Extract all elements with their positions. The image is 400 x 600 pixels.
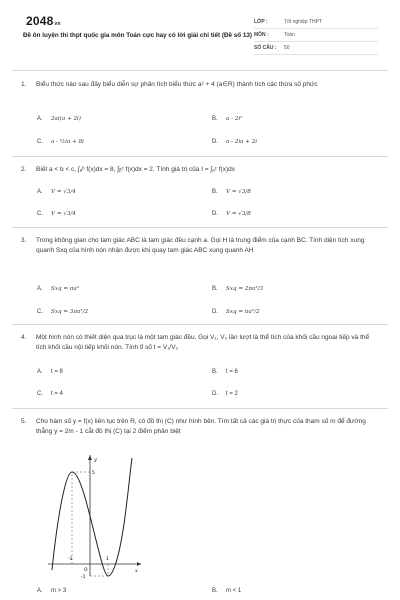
option-d[interactable]: [212, 309, 260, 315]
option-letter: D.: [212, 139, 218, 145]
option-text: Sxq = πa²: [51, 286, 80, 292]
meta-key: LỚP :: [254, 19, 268, 25]
y-tick-label: 5: [92, 471, 95, 476]
option-text: a - 2ia + 2i: [226, 139, 258, 145]
option-a[interactable]: [37, 189, 76, 195]
option-letter: B.: [212, 588, 218, 594]
meta-class: [254, 17, 378, 29]
option-text: t = 2: [226, 391, 238, 397]
question-2: [21, 165, 383, 177]
meta-key: SỐ CÂU :: [254, 45, 277, 51]
option-text: a - 2i²: [226, 116, 243, 122]
divider: [12, 70, 388, 71]
question-4: [21, 333, 383, 353]
option-letter: C.: [37, 139, 43, 145]
option-letter: A.: [37, 286, 43, 292]
y-axis-arrow: [88, 455, 92, 460]
meta-subject: [254, 30, 378, 42]
option-letter: D.: [212, 211, 218, 217]
option-letter: D.: [212, 391, 218, 397]
option-letter: B.: [212, 369, 218, 375]
question-number: 2.: [21, 166, 27, 173]
meta-value: Tốt nghiệp THPT: [284, 19, 322, 25]
divider: [12, 324, 388, 325]
option-letter: C.: [37, 211, 43, 217]
option-text: V = √3/4: [51, 211, 76, 217]
option-text: 2ai(a + 2i): [51, 116, 81, 122]
option-text: Sxq = 3πa²/2: [51, 309, 89, 315]
option-b[interactable]: [212, 116, 242, 122]
origin-label: O: [84, 568, 88, 573]
option-text: m < 1: [226, 588, 242, 594]
option-letter: A.: [37, 588, 43, 594]
divider: [12, 227, 388, 228]
question-stem: Trong không gian cho tam giác ABC là tam giác đều cạnh a. Gọi H là trung điểm của cạnh BC. Tính diện tích xung quanh Sxq của hình nón nhận được khi quay tam giác ABC xung quanh AH: [36, 237, 365, 254]
question-number: 1.: [21, 81, 27, 88]
option-c[interactable]: [37, 211, 76, 217]
y-tick-label: -1: [81, 575, 86, 578]
logo-text: 2048: [26, 14, 54, 28]
option-a[interactable]: [37, 286, 79, 292]
x-axis-label: x: [135, 568, 138, 574]
y-axis-label: y: [94, 457, 97, 463]
option-text: V = √3/8: [226, 211, 251, 217]
logo-suffix: vn: [54, 21, 61, 27]
meta-key: MÔN :: [254, 32, 269, 38]
option-letter: A.: [37, 116, 43, 122]
x-tick-label: -1: [68, 557, 73, 562]
option-text: t = 4: [51, 391, 63, 397]
meta-value: Toán: [284, 32, 295, 38]
option-letter: C.: [37, 391, 43, 397]
meta-count: [254, 43, 378, 55]
divider: [12, 156, 388, 157]
option-d[interactable]: [212, 391, 238, 397]
option-a[interactable]: [37, 369, 63, 375]
divider: [12, 408, 388, 409]
option-letter: D.: [212, 309, 218, 315]
option-letter: A.: [37, 189, 43, 195]
option-text: m > 3: [51, 588, 67, 594]
site-logo[interactable]: [26, 14, 61, 28]
option-b[interactable]: [212, 588, 241, 594]
option-b[interactable]: [212, 286, 263, 292]
x-tick-label: 1: [106, 557, 109, 562]
option-c[interactable]: [37, 139, 84, 145]
question-stem: Một hình nón có thiết diện qua trục là một tam giác đều. Gọi V₁, V₂ lần lượt là thể tích của khối cầu ngoại tiếp và thể tích khối cầu nội tiếp khối nón. Tính tỉ số t = V₁/V₂: [36, 334, 370, 351]
option-letter: B.: [212, 116, 218, 122]
option-d[interactable]: [212, 139, 257, 145]
option-text: V = √3/4: [51, 189, 76, 195]
option-a[interactable]: [37, 116, 81, 122]
question-stem: Cho hàm số y = f(x) liên tục trên R, có đồ thị (C) như hình bên. Tìm tất cả các giá trị thực của tham số m để đường thẳng y = 2m - 1 cắt đồ thị (C) tại 2 điểm phân biệt: [36, 418, 366, 435]
option-letter: C.: [37, 309, 43, 315]
option-text: a - ½ia + 8i: [51, 139, 84, 145]
question-number: 4.: [21, 334, 27, 341]
option-text: V = √3/8: [226, 189, 251, 195]
question-number: 3.: [21, 237, 27, 244]
document-title: Đề ôn luyện thi thpt quốc gia môn Toán cực hay có lời giải chi tiết (Đề số 13): [23, 32, 252, 39]
question-number: 5.: [21, 418, 27, 425]
question-stem: Biểu thức nào sau đây biểu diễn sự phân tích biểu thức a² + 4 (a∈R) thành tích các thừa số phức: [36, 81, 318, 88]
option-text: t = 8: [51, 369, 63, 375]
option-text: Sxq = πa²/2: [226, 309, 260, 315]
option-c[interactable]: [37, 309, 88, 315]
question-1: [21, 80, 383, 100]
meta-value: 50: [284, 45, 290, 51]
function-graph: [44, 452, 144, 578]
option-letter: B.: [212, 286, 218, 292]
option-text: Sxq = 2πa²/3: [226, 286, 264, 292]
option-c[interactable]: [37, 391, 63, 397]
option-letter: B.: [212, 189, 218, 195]
question-3: [21, 236, 383, 266]
option-a[interactable]: [37, 588, 66, 594]
question-stem: Biết a < b < c, ∫ₐᵇ f(x)dx = 8, ∫ᵦᶜ f(x)dx = 2. Tính giá trị của I = ∫ₐᶜ f(x)dx: [36, 166, 235, 173]
option-text: t = 6: [226, 369, 238, 375]
question-5: [21, 417, 383, 437]
document-header: [0, 0, 400, 62]
option-d[interactable]: [212, 211, 251, 217]
x-axis-arrow: [137, 562, 141, 566]
option-letter: A.: [37, 369, 43, 375]
option-b[interactable]: [212, 189, 251, 195]
option-b[interactable]: [212, 369, 238, 375]
